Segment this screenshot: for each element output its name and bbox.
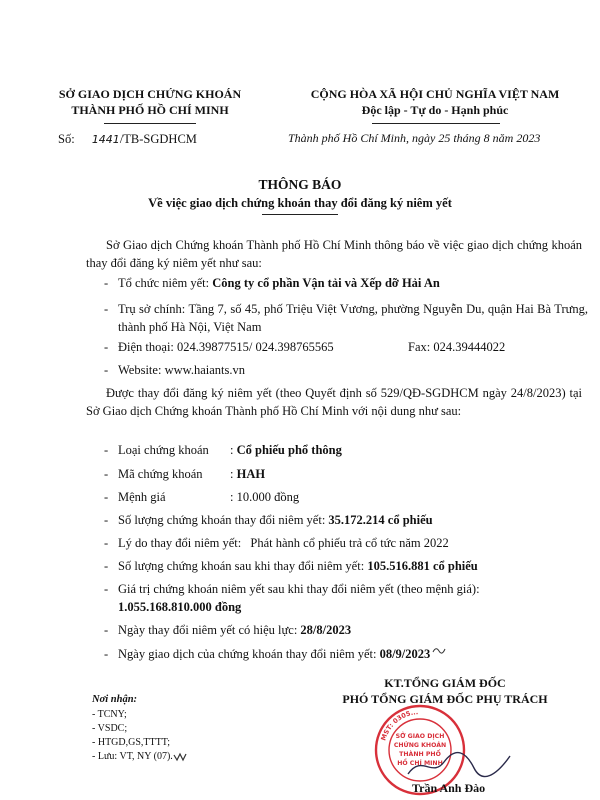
signature-line-2: PHÓ TỔNG GIÁM ĐỐC PHỤ TRÁCH [342, 691, 548, 706]
hq-value: Tầng 7, số 45, phố Triệu Việt Vương, phường Nguyễn Du, quận Hai Bà Trưng, thành phố Hà Nội, Việt Nam [118, 302, 589, 335]
stamp-line: THÀNH PHỐ [399, 751, 441, 758]
signer-name: Trần Anh Đào [412, 781, 486, 795]
bullet-organization: - Tổ chức niêm yết: Công ty cổ phần Vận tải và Xếp dỡ Hải An [104, 276, 440, 290]
code-value: HAH [236, 467, 266, 481]
stamp-line: SỞ GIAO DỊCH [395, 733, 445, 740]
change-paragraph [86, 384, 582, 420]
stamp-ring-text: MST: 0305... [379, 708, 419, 742]
org-underline [104, 123, 196, 124]
so-number: 1441 [91, 133, 120, 146]
so-label: Số: [58, 132, 75, 146]
par-value: 10.000 đồng [236, 490, 300, 504]
recipient-item: - Lưu: VT, NY (07). [92, 750, 187, 764]
website-value[interactable]: www.haiants.vn [164, 363, 245, 377]
trading-label: Ngày giao dịch của chứng khoán thay đổi niêm yết: [118, 647, 377, 661]
type-label: Loại chứng khoán [118, 443, 209, 457]
bullet-contact: - Điện thoại: 024.39877515/ 024.398765565 Fax: 024.39444022 [104, 340, 506, 354]
fax-label: Fax: [408, 340, 431, 354]
recipients-block [92, 693, 187, 765]
phone-label: Điện thoại: [118, 340, 174, 354]
detail-reason: - Lý do thay đổi niêm yết: Phát hành cổ phiếu trả cổ tức năm 2022 [104, 536, 449, 550]
phone-value: 024.39877515/ 024.398765565 [177, 340, 334, 354]
reason-label: Lý do thay đổi niêm yết: [118, 536, 242, 550]
detail-trading-date: - Ngày giao dịch của chứng khoán thay đổi niêm yết: 08/9/2023 [104, 645, 588, 663]
bullet-headquarters: - Trụ sở chính: Tầng 7, số 45, phố Triệu Việt Vương, phường Nguyễn Du, quận Hai Bà Trưng, thành phố Hà Nội, Việt Nam [104, 302, 589, 335]
title-underline [262, 214, 338, 215]
stamp-line: HỒ CHÍ MINH [397, 760, 443, 767]
recipient-item: - TCNY; [92, 708, 127, 720]
detail-listed-value: - Giá trị chứng khoán niêm yết sau khi thay đổi niêm yết (theo mệnh giá): 1.055.168.810.000 đồng [104, 582, 480, 615]
detail-qty-after: - Số lượng chứng khoán sau khi thay đổi niêm yết: 105.516.881 cổ phiếu [104, 559, 478, 573]
signature-line-1: KT.TỔNG GIÁM ĐỐC [384, 676, 506, 690]
handwritten-signature-icon [404, 748, 514, 782]
type-value: Cổ phiếu phổ thông [236, 443, 342, 457]
fax-value: 024.39444022 [433, 340, 506, 354]
org-label: Tổ chức niêm yết: [118, 276, 210, 290]
reason-value: Phát hành cổ phiếu trả cổ tức năm 2022 [250, 536, 449, 550]
stamp-line: CHỨNG KHOÁN [393, 742, 447, 749]
value-label: Giá trị chứng khoán niêm yết sau khi thay đổi niêm yết (theo mệnh giá): [118, 582, 480, 596]
effective-label: Ngày thay đổi niêm yết có hiệu lực: [118, 623, 298, 637]
intro-text: Sở Giao dịch Chứng khoán Thành phố Hồ Chí Minh thông báo về việc giao dịch chứng khoán thay đổi đăng ký niêm yết như sau: [86, 238, 582, 271]
so-suffix: /TB-SGDHCM [119, 132, 197, 146]
trading-value: 08/9/2023 [379, 647, 431, 661]
recipient-item: - VSDC; [92, 723, 128, 735]
document-date: Thành phố Hồ Chí Minh, ngày 25 tháng 8 năm 2023 [288, 131, 541, 145]
qty-after-label: Số lượng chứng khoán sau khi thay đổi niêm yết: [118, 559, 365, 573]
recipients-heading: Nơi nhận: [92, 694, 138, 705]
org-line-2: THÀNH PHỐ HỒ CHÍ MINH [71, 103, 229, 118]
qty-after-value: 105.516.881 cổ phiếu [367, 559, 478, 573]
document-number [58, 130, 197, 148]
document-subtitle: Về việc giao dịch chứng khoán thay đổi đăng ký niêm yết [148, 196, 452, 210]
nation-line-1: CỘNG HÒA XÃ HỘI CHỦ NGHĨA VIỆT NAM [310, 87, 560, 101]
code-label: Mã chứng khoán [118, 467, 203, 481]
document-title: THÔNG BÁO [258, 177, 342, 192]
issuing-organization [30, 86, 270, 118]
national-header [290, 86, 580, 118]
detail-effective-date: - Ngày thay đổi niêm yết có hiệu lực: 28/8/2023 [104, 623, 352, 637]
motto-underline [372, 123, 500, 124]
value-value: 1.055.168.810.000 đồng [118, 600, 242, 615]
recipient-item: - HTGD,GS,TTTT; [92, 737, 171, 749]
initials-mark-icon [431, 645, 449, 655]
detail-qty-change: - Số lượng chứng khoán thay đổi niêm yết: 35.172.214 cổ phiếu [104, 513, 433, 527]
nation-line-2: Độc lập - Tự do - Hạnh phúc [361, 103, 509, 118]
org-value: Công ty cổ phần Vận tải và Xếp dỡ Hải An [212, 276, 440, 290]
qty-change-label: Số lượng chứng khoán thay đổi niêm yết: [118, 513, 326, 527]
hq-label: Trụ sở chính: [118, 302, 186, 316]
qty-change-value: 35.172.214 cổ phiếu [328, 513, 433, 527]
detail-code: - Mã chứng khoán : HAH [104, 465, 588, 483]
org-line-1: SỞ GIAO DỊCH CHỨNG KHOÁN [58, 87, 242, 101]
intro-paragraph [86, 236, 582, 272]
detail-type: - Loại chứng khoán : Cổ phiếu phổ thông [104, 441, 588, 459]
detail-par-value: - Mệnh giá : 10.000 đồng [104, 488, 588, 506]
effective-value: 28/8/2023 [300, 623, 352, 637]
website-label: Website: [118, 363, 162, 377]
bullet-website: - Website: www.haiants.vn [104, 363, 245, 377]
initials-mark-icon [173, 752, 187, 762]
par-label: Mệnh giá [118, 490, 166, 504]
change-text: Được thay đổi đăng ký niêm yết (theo Quyết định số 529/QĐ-SGDHCM ngày 24/8/2023) tại Sở Giao dịch Chứng khoán Thành phố Hồ Chí Minh với nội dung như sau: [86, 386, 582, 419]
